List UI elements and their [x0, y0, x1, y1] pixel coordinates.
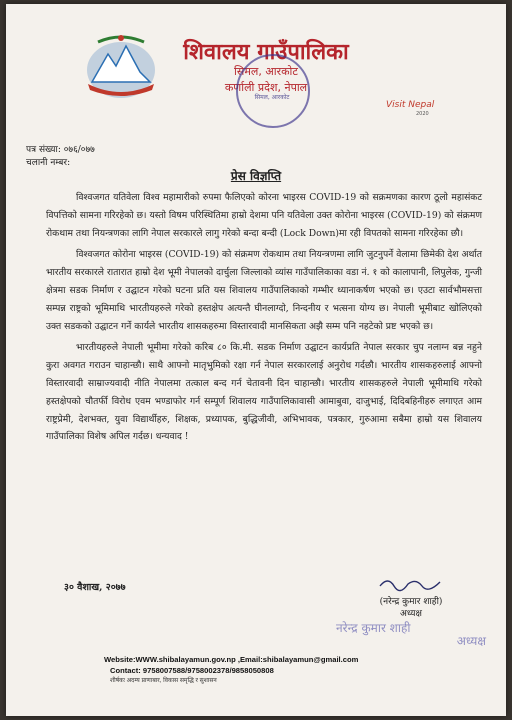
- visit-nepal-logo: [386, 100, 435, 117]
- seal-name: नरेन्द्र कुमार शाही: [336, 621, 411, 635]
- press-release-heading: प्रेस विज्ञप्ति: [230, 169, 282, 183]
- letter-date: ३० वैशाख, २०७७: [64, 582, 126, 593]
- document-page: [6, 4, 506, 716]
- footer-website-email: Website:WWW.shibalayamun.gov.np ,Email:shibalayamun@gmail.com: [104, 655, 359, 664]
- paragraph-2: विश्वजगत कोरोना भाइरस (COVID-19) को संक्रमण रोकथाम तथा नियन्त्रणमा लागि जुटनुपर्ने वेलामा छिमेकी देश अर्थात भारतीय सरकारले रातारात हाम्रो देश भूमी नेपालको दार्चुला जिल्लाको व्यांस गाउँपालिकाका वडा नं. १ को कालापानी, लिपुलेक, गुन्जी क्षेत्रमा सडक निर्माण र उद्घाटन गरेको घटना प्रति यस शिवालय गाउँपालिकाको गम्भीर ध्यानाकर्षण भएको छ। एउटा सार्वभौमसत्ता सम्पन्न राष्ट्रको भूमिमाथि भारतीयहरुले गरेको हस्तक्षेप अत्यन्तै घीनलाग्दो, निन्दनीय र भत्सना योग्य छ। नेपाली भूमीबाट खोलिएको उक्त सडकको उद्घाटन गर्ने कार्यले भारतीय शासकहरुमा विस्तारवादी मानसिकता अझै सम्म पनि नहटेको प्रष्ट भएको छ।: [46, 249, 482, 332]
- municipality-title: शिवालय गाउँपालिका: [183, 40, 349, 65]
- letter-body: [46, 189, 482, 450]
- municipality-subtitle-province: कर्णाली प्रदेश, नेपाल: [224, 81, 308, 94]
- office-stamp: [236, 54, 310, 128]
- signatory-role: अध्यक्ष: [400, 609, 422, 619]
- paragraph-3: भारतीयहरुले नेपाली भूमीमा गरेको करिब ८० कि.मी. सडक निर्माण उद्घाटन कार्यप्रति नेपाल सरकार चुप नलाग्न बन्न नहुने कुरा अवगत गराउन चाहान्छौ। साथै आफ्नो मातृभुमिको रक्षा गर्न नेपाल सरकारलाई अनुरोध गर्दछौ। भारतीय शासकहरुलाई आफ्नो विस्तारवादी साम्राज्यवादी नीति नेपालमा तत्काल बन्द गर्न चेतावनी दिन चाहान्छौ। भारतीय शासकहरुले नेपाली भूमीमाथि गरेको हस्तक्षेपको चौतर्फी विरोध एवम भण्डाफोर गर्न सम्पूर्ण शिवालय गाउँपालिकावासी आमाबुवा, दाजुभाई, दिदिबहिनीहरु लगाएत आम राष्ट्रप्रेमी, देशभक्त, युवा विद्यार्थीहरु, शिक्षक, प्रध्यापक, बुद्धिजीवी, अभिभावक, पत्रकार, गुरुआमा सबैमा हाम्रो यस शिवालय गाउँपालिका विशेष अपिल गर्दछ। धन्यवाद !: [46, 342, 482, 443]
- signature-block: [346, 574, 476, 620]
- paragraph-1: विश्वजगत यतिवेला विश्व महामारीको रुपमा फैलिएको कोरना भाइरस COVID-19 को सक्रमणका कारण ठूलो महासंकट विपत्तिको सामना गरिरहेको छ। यस्तो विषम परिस्थितिमा हाम्रो देशमा पनि यतिवेला उक्त कोरोना भाइरस (COVID-19) को संक्रमण रोकथाम तथा नियन्त्रणका लागि नेपाल सरकारले लागु गरेको बन्दा बन्दी (Lock Down)मा रही विपतको सामना गरिरहेका छौ।: [46, 192, 482, 239]
- office-stamp-text: [244, 94, 300, 101]
- municipality-subtitle-address: सिमल, आरकोट: [234, 65, 298, 78]
- stamp-line-address: सिमल, आरकोट: [254, 94, 290, 101]
- signatory-name: (नरेन्द्र कुमार शाही): [379, 597, 443, 607]
- seal-role: अध्यक्ष: [456, 634, 486, 648]
- name-seal-stamp: [336, 622, 486, 648]
- footer-slogan: शीर्षकः अदम्य प्राणाबार, विकास समृद्धि र सुशासन: [110, 678, 217, 684]
- dispatch-number: चलानी नम्बर:: [26, 158, 71, 168]
- letterhead: [6, 4, 506, 124]
- footer-contact: Contact: 9758007588/9758002378/9858050808: [110, 666, 274, 675]
- letter-footer: [104, 654, 434, 687]
- letter-number: पत्र संख्या: ०७६/०७७: [26, 145, 95, 155]
- visit-nepal-year: 2020: [416, 111, 429, 117]
- handwritten-signature: [376, 574, 446, 592]
- visit-nepal-text: Visit Nepal: [386, 100, 435, 110]
